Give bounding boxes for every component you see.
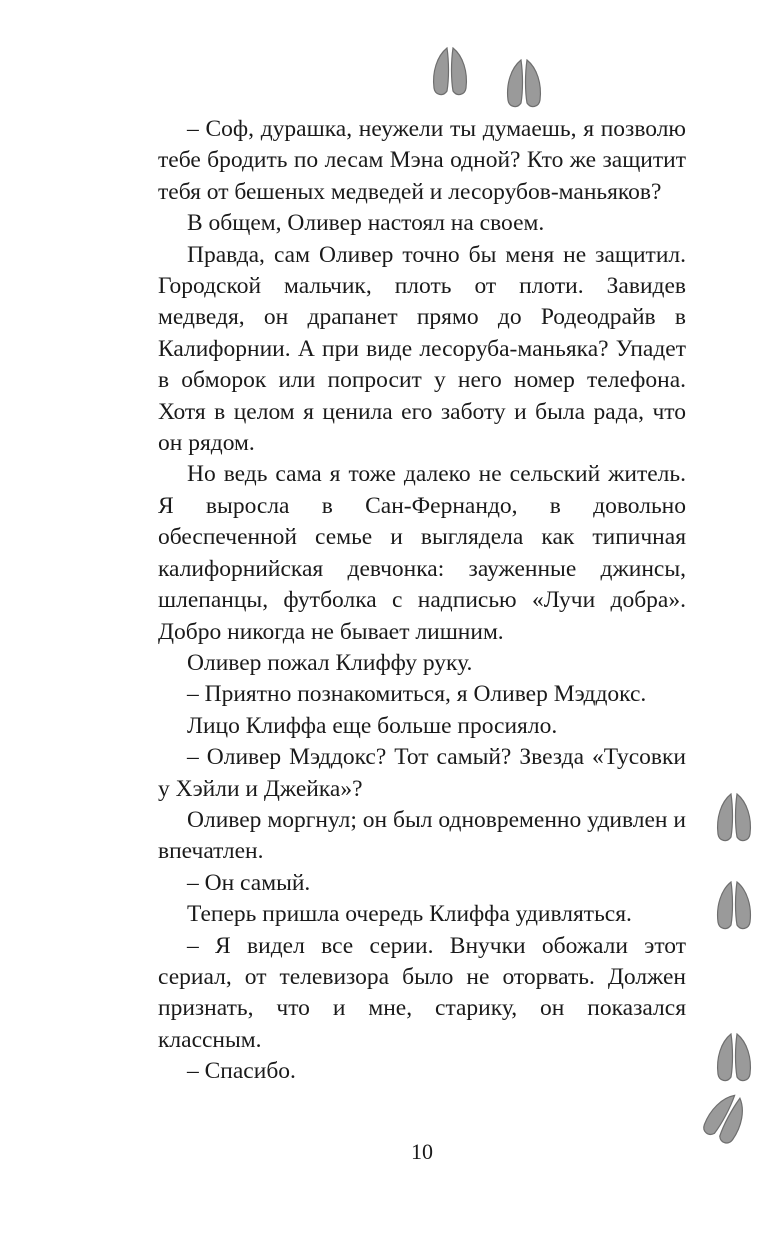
paragraph-cliff-surprised: Теперь пришла очередь Клиффа удивляться.: [187, 901, 632, 928]
paragraph-dialogue-introduction: – Приятно познакомиться, я Оливер Мэддокс.: [187, 681, 647, 708]
paragraph-dialogue-thanks: – Спасибо.: [187, 1058, 296, 1085]
track-print-right-3: [712, 1030, 756, 1086]
animal-track-icon: [502, 56, 546, 112]
animal-track-icon: [712, 878, 756, 934]
paragraph-dialogue-the-one: – Он самый.: [187, 869, 311, 896]
track-print-top-right: [502, 56, 546, 112]
page-body: [158, 114, 686, 1088]
paragraph-dialogue-sof: – Соф, дурашка, неужели ты думаешь, я позволю тебе бродить по лесам Мэна одной? Кто же защитит тебя от бешеных медведей и лесорубов-маньяков?: [158, 116, 686, 205]
paragraph-oliver-insisted: В общем, Оливер настоял на своем.: [187, 210, 545, 237]
animal-track-icon: [712, 1030, 756, 1086]
track-print-top-left: [428, 44, 472, 100]
paragraph-dialogue-all-episodes: – Я видел все серии. Внучки обожали этот сериал, от телевизора было не оторвать. Должен признать, что и мне, старику, он показался классным.: [158, 932, 686, 1053]
paragraph-city-boy: Правда, сам Оливер точно бы меня не защитил. Городской мальчик, плоть от плоти. Завидев медведя, он драпанет прямо до Родеодрайв в Калифорнии. А при виде лесоруба-маньяка? Упадет в обморок или попросит у него номер телефона. Хотя в целом я ценила его заботу и была рада, что он рядом.: [158, 241, 686, 457]
paragraph-handshake: Оливер пожал Клиффу руку.: [187, 649, 473, 676]
track-print-right-2: [712, 878, 756, 934]
page-number-value: 10: [411, 1139, 433, 1164]
track-print-right-4: [704, 1090, 748, 1146]
track-print-right-1: [712, 790, 756, 846]
paragraph-oliver-blinked: Оливер моргнул; он был одновременно удивлен и впечатлен.: [158, 806, 686, 865]
paragraph-dialogue-the-star: – Оливер Мэддокс? Тот самый? Звезда «Тусовки у Хэйли и Джейка»?: [158, 744, 686, 802]
animal-track-icon: [712, 790, 756, 846]
paragraph-cliff-beamed: Лицо Клиффа еще больше просияло.: [187, 712, 558, 739]
animal-track-icon: [693, 1083, 758, 1153]
animal-track-icon: [428, 44, 472, 100]
paragraph-san-fernando: Но ведь сама я тоже далеко не сельский житель. Я выросла в Сан-Фернандо, в довольно обеспеченной семье и выглядела как типичная калифорнийская девчонка: зауженные джинсы, шлепанцы, футболка с надписью «Лучи добра». Добро никогда не бывает лишним.: [158, 461, 686, 645]
